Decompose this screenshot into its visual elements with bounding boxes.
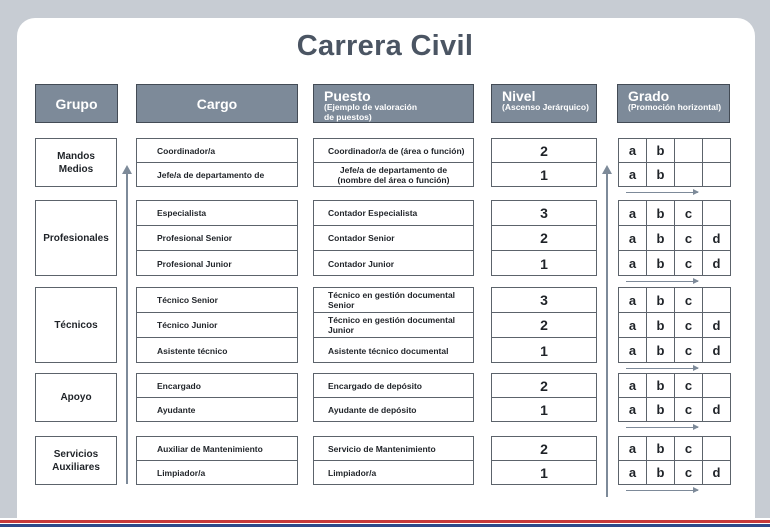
header-puesto-sub: (Ejemplo de valoración de puestos) [324, 102, 418, 122]
grado-group [618, 436, 730, 485]
puesto-cell: Servicio de Mantenimiento [314, 437, 473, 461]
puesto-group [313, 436, 474, 485]
header-nivel-sub: (Ascenso Jerárquico) [502, 102, 589, 112]
nivel-cell: 3 [492, 288, 596, 313]
nivel-group [491, 436, 597, 485]
grado-cell: c [674, 373, 703, 398]
group-cell: Servicios Auxiliares [35, 436, 117, 485]
puesto-cell: Contador Junior [328, 258, 395, 269]
cargo-cell: Encargado [137, 374, 297, 398]
group-cell: Apoyo [35, 373, 117, 422]
grado-cell: a [618, 436, 647, 461]
grado-group [618, 287, 730, 363]
cargo-group [136, 200, 298, 276]
horizontal-arrow [626, 281, 698, 282]
grado-cell [702, 162, 731, 187]
puesto-cell: Limpiador/a [328, 468, 377, 478]
nivel-cell: 3 [492, 201, 596, 226]
group-cell: Profesionales [35, 200, 117, 276]
grado-cell: b [646, 162, 675, 187]
puesto-group [313, 200, 474, 276]
grado-cell: b [646, 287, 675, 313]
grado-cell [702, 200, 731, 226]
header-puesto-label: Puesto [324, 88, 371, 104]
header-grupo-label: Grupo [55, 95, 98, 112]
grado-cell: c [674, 436, 703, 461]
grado-cell: a [618, 460, 647, 485]
grado-cell: d [702, 312, 731, 338]
grado-cell: b [646, 337, 675, 363]
puesto-cell: Ayudante de depósito [328, 405, 417, 415]
header-puesto [313, 84, 474, 123]
grado-cell: a [618, 162, 647, 187]
nivel-group [491, 287, 597, 363]
grado-cell: d [702, 225, 731, 251]
cargo-cell: Ayudante [157, 405, 196, 415]
grado-cell: a [618, 225, 647, 251]
group-cell: Técnicos [35, 287, 117, 363]
cargo-cell: Técnico Senior [137, 288, 297, 313]
grado-cell: a [618, 200, 647, 226]
header-nivel-label: Nivel [502, 88, 536, 104]
page-title: Carrera Civil [296, 30, 474, 62]
cargo-cell: Técnico Junior [137, 313, 297, 338]
cargo-cell: Asistente técnico [157, 345, 228, 356]
grado-cell: c [674, 225, 703, 251]
horizontal-arrow [626, 192, 698, 193]
header-grado [617, 84, 730, 123]
grado-cell: b [646, 138, 675, 163]
puesto-cell: Técnico en gestión documental Junior [314, 313, 473, 338]
nivel-cell: 2 [492, 437, 596, 461]
nivel-cell: 2 [492, 374, 596, 398]
cargo-group [136, 436, 298, 485]
nivel-group [491, 200, 597, 276]
puesto-cell: Coordinador/a de (área o función) [314, 139, 473, 163]
cargo-group [136, 373, 298, 422]
cargo-cell: Jefe/a de departamento de [157, 170, 265, 180]
grado-group [618, 200, 730, 276]
header-grado-label: Grado [628, 88, 670, 104]
grado-cell: b [646, 397, 675, 422]
nivel-cell: 1 [540, 402, 548, 418]
grado-cell [702, 138, 731, 163]
nivel-cell: 1 [540, 465, 548, 481]
grado-cell [702, 287, 731, 313]
nivel-cell: 1 [540, 342, 548, 359]
grado-cell: b [646, 436, 675, 461]
grado-cell [702, 436, 731, 461]
grado-cell: c [674, 200, 703, 226]
vertical-arrow-line-right [606, 172, 608, 497]
grado-cell: c [674, 337, 703, 363]
nivel-group [491, 373, 597, 422]
nivel-cell: 1 [540, 167, 548, 183]
puesto-cell: Encargado de depósito [314, 374, 473, 398]
cargo-group [136, 287, 298, 363]
grado-cell: b [646, 225, 675, 251]
grado-cell: b [646, 312, 675, 338]
puesto-cell: Contador Especialista [314, 201, 473, 226]
grado-cell: a [618, 373, 647, 398]
vertical-arrow-line-left [126, 172, 128, 484]
grado-cell: b [646, 373, 675, 398]
puesto-group [313, 138, 474, 187]
header-grado-sub: (Promoción horizontal) [628, 102, 722, 112]
grado-cell: c [674, 397, 703, 422]
cargo-group [136, 138, 298, 187]
horizontal-arrow [626, 427, 698, 428]
grado-cell: c [674, 312, 703, 338]
header-cargo [136, 84, 298, 123]
nivel-cell: 1 [540, 255, 548, 272]
grado-cell: c [674, 250, 703, 276]
grado-cell: d [702, 460, 731, 485]
group-cell: Mandos Medios [35, 138, 117, 187]
puesto-cell: Jefe/a de departamento de (nombre del área o función) [337, 165, 450, 185]
grado-cell [674, 162, 703, 187]
header-nivel [491, 84, 597, 123]
grado-cell: a [618, 138, 647, 163]
puesto-cell: Técnico en gestión documental Senior [314, 288, 473, 313]
cargo-cell: Profesional Junior [157, 258, 232, 269]
grado-cell: a [618, 337, 647, 363]
grado-cell [702, 373, 731, 398]
grado-cell: d [702, 397, 731, 422]
puesto-cell: Asistente técnico documental [328, 345, 449, 356]
header-grupo [35, 84, 118, 123]
puesto-cell: Contador Senior [314, 226, 473, 251]
cargo-cell: Coordinador/a [137, 139, 297, 163]
nivel-cell: 2 [492, 313, 596, 338]
grado-group [618, 373, 730, 422]
grado-cell: a [618, 312, 647, 338]
grado-cell: d [702, 337, 731, 363]
puesto-group [313, 287, 474, 363]
header-cargo-label: Cargo [196, 95, 238, 112]
cargo-cell: Especialista [137, 201, 297, 226]
grado-cell: a [618, 397, 647, 422]
cargo-cell: Auxiliar de Mantenimiento [137, 437, 297, 461]
grado-cell: c [674, 287, 703, 313]
arrow-up-icon [122, 165, 132, 174]
nivel-cell: 2 [492, 139, 596, 163]
grado-cell: b [646, 460, 675, 485]
horizontal-arrow [626, 368, 698, 369]
arrow-up-icon [602, 165, 612, 174]
horizontal-arrow [626, 490, 698, 491]
grado-cell: b [646, 200, 675, 226]
grado-cell: d [702, 250, 731, 276]
nivel-cell: 2 [492, 226, 596, 251]
grado-cell [674, 138, 703, 163]
grado-cell: a [618, 287, 647, 313]
cargo-cell: Limpiador/a [157, 468, 206, 478]
nivel-group [491, 138, 597, 187]
grado-group [618, 138, 730, 187]
grado-cell: c [674, 460, 703, 485]
cargo-cell: Profesional Senior [137, 226, 297, 251]
puesto-group [313, 373, 474, 422]
bottom-stripe [0, 518, 770, 527]
grado-cell: b [646, 250, 675, 276]
grado-cell: a [618, 250, 647, 276]
